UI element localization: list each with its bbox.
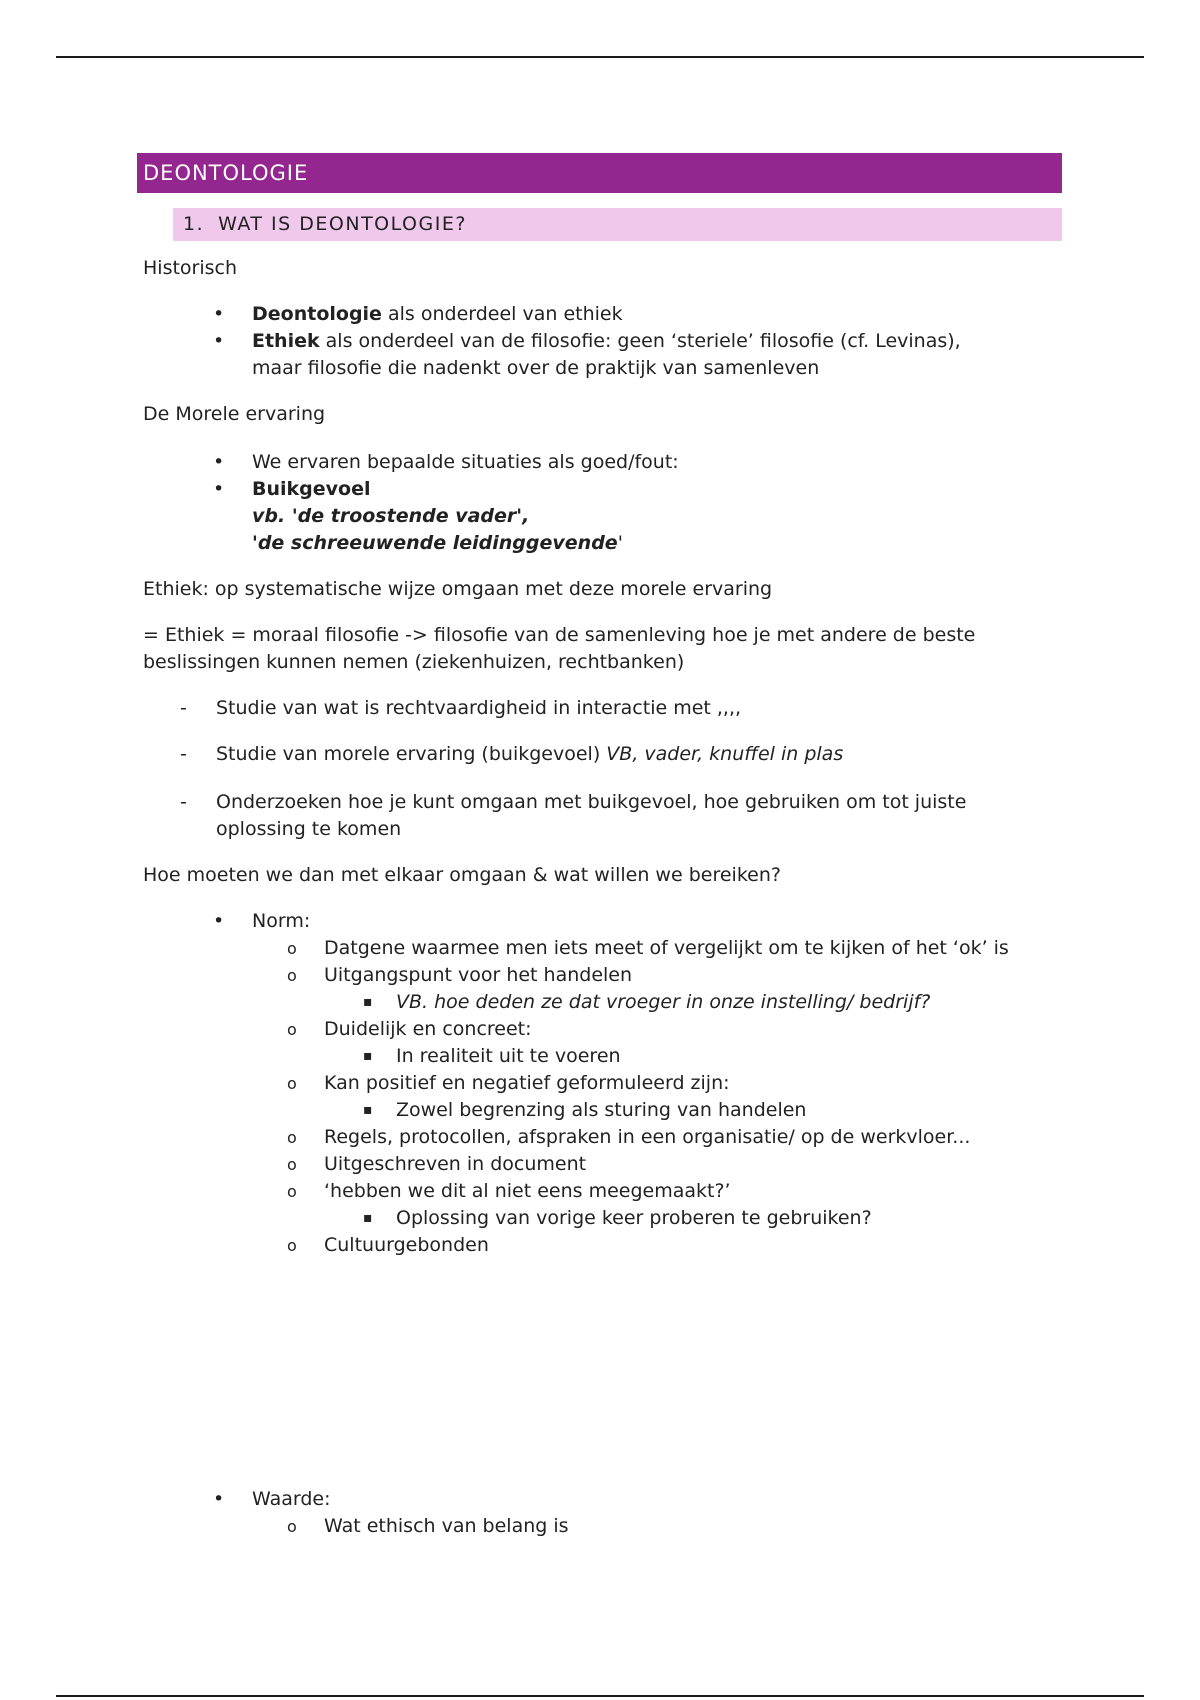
sub-sub-item-text: In realiteit uit te voeren: [396, 1045, 621, 1067]
circle-marker: o: [287, 1517, 297, 1536]
waarde-label: Waarde:: [252, 1488, 331, 1510]
circle-marker: o: [287, 939, 297, 958]
heading-number: 1.: [183, 213, 205, 235]
question-paragraph: Hoe moeten we dan met elkaar omgaan & wat willen we bereiken?: [143, 864, 781, 886]
dash-marker: -: [180, 791, 187, 813]
heading-deontologie: DEONTOLOGIE: [137, 153, 1062, 193]
bullet-marker: •: [213, 330, 225, 352]
sub-item: [137, 1070, 1062, 1097]
list-item: [137, 741, 1062, 768]
sub-item: [137, 962, 1062, 989]
sub-item-text: Duidelijk en concreet:: [324, 1018, 532, 1040]
document-body: [137, 153, 1062, 1540]
list-item-text: We ervaren bepaalde situaties als goed/fout:: [252, 451, 679, 473]
sub-sub-item: [137, 1205, 1062, 1232]
circle-marker: o: [287, 1074, 297, 1093]
waarde-list: [137, 1486, 1062, 1540]
sub-item-text: Uitgangspunt voor het handelen: [324, 964, 633, 986]
example-text: VB, vader, knuffel in plas: [606, 743, 844, 765]
sub-item: [137, 1151, 1062, 1178]
square-marker: ▪: [363, 1210, 373, 1226]
square-marker: ▪: [363, 1048, 373, 1064]
dash-list: [137, 695, 1062, 843]
list-item: [137, 301, 1062, 328]
norm-label: Norm:: [252, 910, 311, 932]
list-item: [137, 328, 1062, 382]
list-item-text: oplossing te komen: [216, 818, 402, 840]
list-item: [137, 476, 1062, 557]
sub-item-text: Uitgeschreven in document: [324, 1153, 587, 1175]
circle-marker: o: [287, 1236, 297, 1255]
dash-marker: -: [180, 697, 187, 719]
list-item-text: Onderzoeken hoe je kunt omgaan met buikgevoel, hoe gebruiken om tot juiste: [216, 791, 967, 813]
historisch-list: [137, 301, 1062, 382]
list-item: [137, 789, 1062, 843]
sub-item-text: Cultuurgebonden: [324, 1234, 489, 1256]
sub-sub-item-text: Oplossing van vorige keer proberen te gebruiken?: [396, 1207, 872, 1229]
norm-list: [137, 908, 1062, 1259]
sub-sub-item: [137, 1097, 1062, 1124]
sub-sub-item-text: VB. hoe deden ze dat vroeger in onze instelling/ bedrijf?: [396, 991, 931, 1013]
sub-item: [137, 1178, 1062, 1205]
list-item-text: Studie van morele ervaring (buikgevoel): [216, 743, 607, 765]
top-rule: [56, 56, 1144, 58]
list-item: [137, 1486, 1062, 1513]
list-item-text: als onderdeel van ethiek: [381, 303, 623, 325]
term-deontologie: Deontologie: [252, 303, 382, 325]
bullet-marker: •: [213, 451, 225, 473]
heading-wat-is-deontologie: [173, 208, 1062, 241]
sub-item: [137, 1513, 1062, 1540]
paragraph-text: beslissingen kunnen nemen (ziekenhuizen, rechtbanken): [143, 651, 685, 673]
bullet-marker: •: [213, 478, 225, 500]
list-item: [137, 449, 1062, 476]
historisch-label: Historisch: [143, 257, 238, 279]
circle-marker: o: [287, 1128, 297, 1147]
dash-marker: -: [180, 743, 187, 765]
heading-text: WAT IS DEONTOLOGIE?: [218, 213, 467, 235]
example-text: ': [617, 532, 623, 554]
example-text: vb. 'de troostende vader',: [252, 505, 530, 527]
bullet-marker: •: [213, 303, 225, 325]
sub-item: [137, 935, 1062, 962]
list-item-text: maar filosofie die nadenkt over de praktijk van samenleven: [252, 357, 820, 379]
list-item-text: als onderdeel van de filosofie: geen ‘steriele’ filosofie (cf. Levinas),: [319, 330, 961, 352]
square-marker: ▪: [363, 1102, 373, 1118]
ethiek-definition: Ethiek: op systematische wijze omgaan met deze morele ervaring: [143, 578, 773, 600]
term-ethiek: Ethiek: [252, 330, 320, 352]
circle-marker: o: [287, 1155, 297, 1174]
bullet-marker: •: [213, 1488, 225, 1510]
sub-item: [137, 1124, 1062, 1151]
list-item: [137, 908, 1062, 935]
sub-sub-item: [137, 1043, 1062, 1070]
morele-ervaring-label: De Morele ervaring: [143, 403, 326, 425]
term-buikgevoel: Buikgevoel: [252, 478, 371, 500]
square-marker: ▪: [363, 994, 373, 1010]
sub-item-text: ‘hebben we dit al niet eens meegemaakt?’: [324, 1180, 731, 1202]
sub-item-text: Regels, protocollen, afspraken in een organisatie/ op de werkvloer...: [324, 1126, 971, 1148]
circle-marker: o: [287, 1020, 297, 1039]
sub-item: [137, 1232, 1062, 1259]
morele-list: [137, 449, 1062, 557]
example-text: 'de schreeuwende leidinggevende: [252, 532, 618, 554]
paragraph-text: = Ethiek = moraal filosofie -> filosofie van de samenleving hoe je met andere de beste: [143, 624, 976, 646]
sub-sub-item-text: Zowel begrenzing als sturing van handelen: [396, 1099, 807, 1121]
sub-item-text: Datgene waarmee men iets meet of vergelijkt om te kijken of het ‘ok’ is: [324, 937, 1009, 959]
sub-item-text: Wat ethisch van belang is: [324, 1515, 569, 1537]
list-item-text: Studie van wat is rechtvaardigheid in interactie met ,,,,: [216, 697, 742, 719]
bottom-rule: [56, 1695, 1144, 1697]
sub-item: [137, 1016, 1062, 1043]
sub-sub-item: [137, 989, 1062, 1016]
circle-marker: o: [287, 966, 297, 985]
sub-item-text: Kan positief en negatief geformuleerd zijn:: [324, 1072, 730, 1094]
bullet-marker: •: [213, 910, 225, 932]
circle-marker: o: [287, 1182, 297, 1201]
list-item: [137, 695, 1062, 722]
moraal-paragraph: [137, 622, 1062, 676]
